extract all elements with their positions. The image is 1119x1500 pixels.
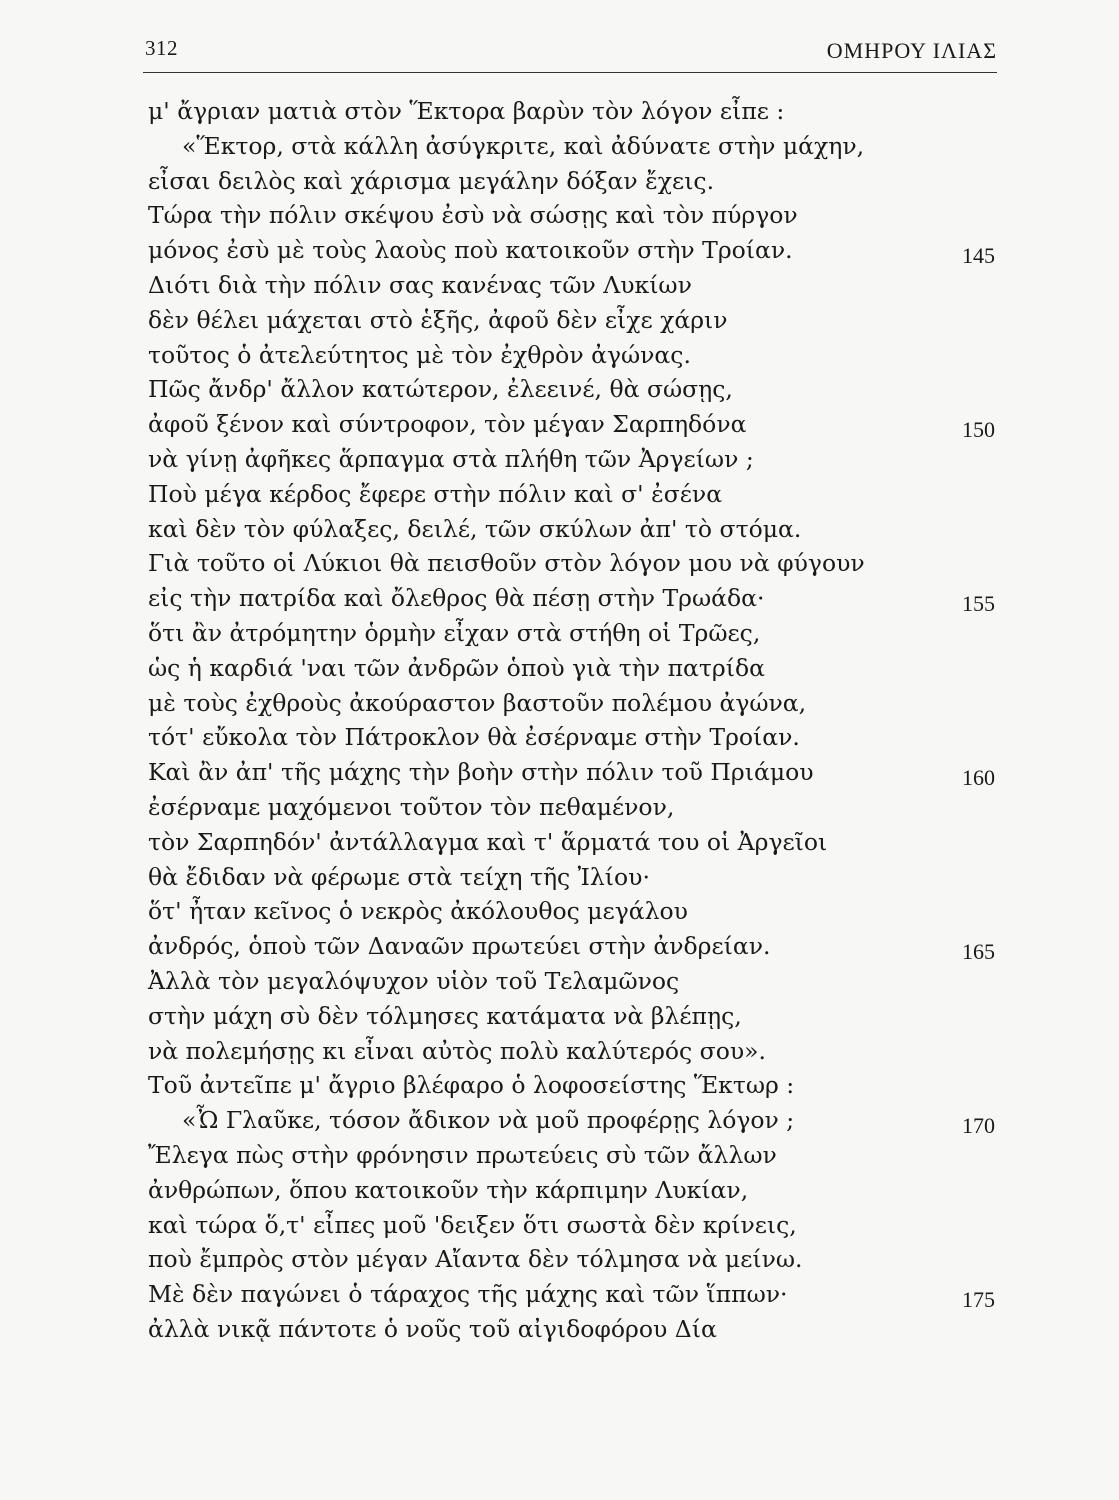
verse-text: ὅτι ἂν ἀτρόμητην ὁρμὴν εἶχαν στὰ στήθη οἱ Τρῶες, — [148, 618, 761, 647]
verse-text: εἰς τὴν πατρίδα καὶ ὄλεθρος θὰ πέσῃ στὴν Τρωάδα· — [148, 584, 765, 613]
verse-text: τὸν Σαρπηδόν' ἀντάλλαγμα καὶ τ' ἅρματά του οἱ Ἀργεῖοι — [148, 827, 828, 856]
verse-line — [148, 233, 1003, 268]
verse-line — [148, 442, 1003, 477]
verse-line — [148, 1103, 1003, 1138]
verse-text: ἀλλὰ νικᾷ πάντοτε ὁ νοῦς τοῦ αἰγιδοφόρου Δία — [148, 1314, 717, 1343]
verse-line — [148, 1173, 1003, 1208]
verse-line — [148, 94, 1003, 129]
verse-line — [148, 1208, 1003, 1243]
verse-line — [148, 1277, 1003, 1312]
line-number: 150 — [962, 417, 995, 443]
verse-line — [148, 999, 1003, 1034]
verse-text: νὰ πολεμήσῃς κι εἶναι αὐτὸς πολὺ καλύτερός σου». — [148, 1036, 766, 1065]
verse-text: Πῶς ἄνδρ' ἄλλον κατώτερον, ἐλεεινέ, θὰ σώσῃς, — [148, 375, 733, 404]
verse-line — [148, 1034, 1003, 1069]
verse-text: Μὲ δὲν παγώνει ὁ τάραχος τῆς μάχης καὶ τῶν ἵππων· — [148, 1280, 788, 1309]
verse-text: καὶ δὲν τὸν φύλαξες, δειλέ, τῶν σκύλων ἀπ' τὸ στόμα. — [148, 514, 802, 543]
verse-line — [148, 546, 1003, 581]
verse-line — [148, 964, 1003, 999]
verse-line — [148, 268, 1003, 303]
verse-line — [148, 1242, 1003, 1277]
verse-text: μόνος ἐσὺ μὲ τοὺς λαοὺς ποὺ κατοικοῦν στὴν Τροίαν. — [148, 236, 793, 265]
line-number: 175 — [962, 1287, 995, 1313]
verse-line — [148, 1068, 1003, 1103]
verse-text: Διότι διὰ τὴν πόλιν σας κανένας τῶν Λυκίων — [148, 270, 692, 299]
verse-line — [148, 581, 1003, 616]
verse-line — [148, 860, 1003, 895]
page-header — [143, 28, 997, 73]
verse-text: Τώρα τὴν πόλιν σκέψου ἐσὺ νὰ σώσῃς καὶ τὸν πύργον — [148, 201, 798, 230]
verse-text: ἀνθρώπων, ὅπου κατοικοῦν τὴν κάρπιμην Λυκίαν, — [148, 1175, 749, 1204]
verse-text: μ' ἄγριαν ματιὰ στὸν Ἕκτορα βαρὺν τὸν λόγον εἶπε : — [148, 97, 785, 125]
running-title: ΟΜΗΡΟΥ ΙΛΙΑΣ — [826, 38, 997, 63]
verse-text: τότ' εὔκολα τὸν Πάτροκλον θὰ ἐσέρναμε στὴν Τροίαν. — [148, 723, 800, 752]
verse-text: θὰ ἔδιδαν νὰ φέρωμε στὰ τείχη τῆς Ἰλίου· — [148, 862, 650, 891]
verse-line — [148, 686, 1003, 721]
verse-line — [148, 1312, 1003, 1347]
verse-line — [148, 651, 1003, 686]
verse-line — [148, 755, 1003, 790]
line-number: 145 — [962, 243, 995, 269]
verse-line — [148, 616, 1003, 651]
verse-text: Τοῦ ἀντεῖπε μ' ἄγριο βλέφαρο ὁ λοφοσείστης Ἕκτωρ : — [148, 1071, 795, 1100]
verse-text: ὅτ' ἦταν κεῖνος ὁ νεκρὸς ἀκόλουθος μεγάλου — [148, 897, 688, 926]
verse-text: «Ὦ Γλαῦκε, τόσον ἄδικον νὰ μοῦ προφέρῃς λόγον ; — [182, 1106, 795, 1135]
verse-line — [148, 407, 1003, 442]
verse-text: Καὶ ἂν ἀπ' τῆς μάχης τὴν βοὴν στὴν πόλιν τοῦ Πριάμου — [148, 758, 814, 787]
verse-line — [148, 790, 1003, 825]
verse-text: ἀφοῦ ξένον καὶ σύντροφον, τὸν μέγαν Σαρπηδόνα — [148, 410, 747, 439]
verse-line — [148, 372, 1003, 407]
verse-text: Ἀλλὰ τὸν μεγαλόψυχον υἱὸν τοῦ Τελαμῶνος — [148, 966, 680, 995]
verse-line — [148, 1138, 1003, 1173]
verse-line — [148, 198, 1003, 233]
verse-text: ὡς ἡ καρδιά 'ναι τῶν ἀνδρῶν ὁποὺ γιὰ τὴν πατρίδα — [148, 653, 765, 682]
verse-line — [148, 303, 1003, 338]
verse-line — [148, 720, 1003, 755]
verse-line — [148, 338, 1003, 373]
verse-text: εἶσαι δειλὸς καὶ χάρισμα μεγάλην δόξαν ἔχεις. — [148, 166, 715, 195]
line-number: 160 — [962, 765, 995, 791]
verse-text: «Ἕκτορ, στὰ κάλλη ἀσύγκριτε, καὶ ἀδύνατε στὴν μάχην, — [182, 131, 865, 160]
verse-line — [148, 929, 1003, 964]
line-number: 165 — [962, 939, 995, 965]
verse-line — [148, 825, 1003, 860]
verse-text: νὰ γίνῃ ἀφῆκες ἅρπαγμα στὰ πλήθη τῶν Ἀργείων ; — [148, 444, 754, 473]
verse-text: ἐσέρναμε μαχόμενοι τοῦτον τὸν πεθαμένον, — [148, 792, 675, 821]
verse-block — [148, 94, 1003, 1347]
verse-line — [148, 477, 1003, 512]
verse-line — [148, 164, 1003, 199]
verse-text: ἀνδρός, ὁποὺ τῶν Δαναῶν πρωτεύει στὴν ἀνδρείαν. — [148, 932, 771, 961]
line-number: 170 — [962, 1113, 995, 1139]
verse-text: δὲν θέλει μάχεται στὸ ἑξῆς, ἀφοῦ δὲν εἶχε χάριν — [148, 305, 728, 334]
line-number: 155 — [962, 591, 995, 617]
verse-text: Ἔλεγα πὼς στὴν φρόνησιν πρωτεύεις σὺ τῶν ἄλλων — [148, 1140, 777, 1169]
verse-line — [148, 129, 1003, 164]
verse-text: Γιὰ τοῦτο οἱ Λύκιοι θὰ πεισθοῦν στὸν λόγον μου νὰ φύγουν — [148, 549, 865, 578]
verse-line — [148, 894, 1003, 929]
verse-text: Ποὺ μέγα κέρδος ἔφερε στὴν πόλιν καὶ σ' ἐσένα — [148, 479, 723, 508]
verse-text: ποὺ ἔμπρὸς στὸν μέγαν Αἴαντα δὲν τόλμησα νὰ μείνω. — [148, 1245, 803, 1274]
verse-line — [148, 512, 1003, 547]
verse-text: στὴν μάχη σὺ δὲν τόλμησες κατάματα νὰ βλέπῃς, — [148, 1001, 742, 1030]
verse-text: καὶ τώρα ὅ,τ' εἶπες μοῦ 'δειξεν ὅτι σωστὰ δὲν κρίνεις, — [148, 1210, 797, 1239]
page-number: 312 — [145, 36, 178, 60]
verse-text: τοῦτος ὁ ἀτελεύτητος μὲ τὸν ἐχθρὸν ἀγώνας. — [148, 340, 691, 369]
verse-text: μὲ τοὺς ἐχθροὺς ἀκούραστον βαστοῦν πολέμου ἀγώνα, — [148, 688, 807, 717]
